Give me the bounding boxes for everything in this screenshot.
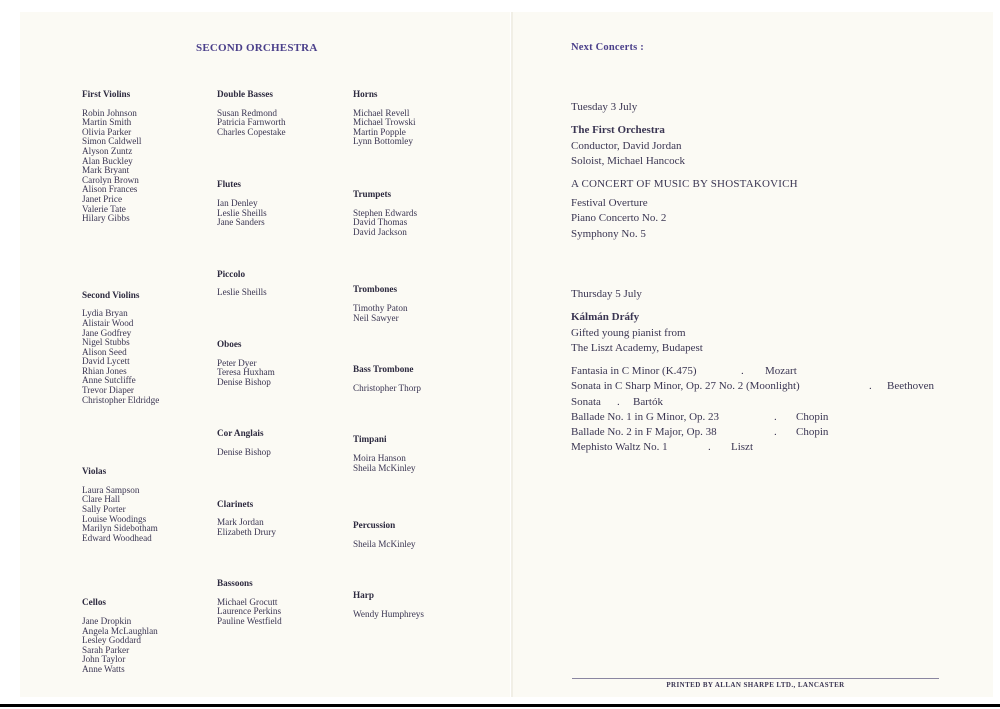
section-heading: Horns <box>353 89 378 99</box>
program-dot: . <box>869 380 872 393</box>
member-name: Angela McLaughlan <box>82 625 158 636</box>
member-name: Sheila McKinley <box>353 462 416 473</box>
program-row <box>571 364 951 379</box>
member-name: Simon Caldwell <box>82 136 142 147</box>
member-name: David Jackson <box>353 226 407 237</box>
member-name: Denise Bishop <box>217 446 271 457</box>
concert-date: Tuesday 3 July <box>571 101 638 113</box>
member-name: Teresa Huxham <box>217 367 275 378</box>
program-item: Piano Concerto No. 2 <box>571 212 667 225</box>
program-work: Sonata <box>571 395 601 408</box>
program-item: Symphony No. 5 <box>571 227 646 240</box>
member-name: Leslie Sheills <box>217 287 267 298</box>
member-name: Ian Denley <box>217 197 258 208</box>
section-heading: First Violins <box>82 89 131 99</box>
member-name: John Taylor <box>82 654 126 665</box>
section <box>217 90 286 137</box>
section <box>217 180 286 227</box>
program-composer: Chopin <box>796 426 829 439</box>
member-name: Lydia Bryan <box>82 308 128 319</box>
program-row <box>571 425 951 440</box>
section-heading: Timpani <box>353 434 387 445</box>
member-name: Lesley Goddard <box>82 635 141 646</box>
member-name: Pauline Westfield <box>217 616 282 627</box>
program-work: Ballade No. 2 in F Major, Op. 38 <box>571 426 717 439</box>
member-name: Alyson Zuntz <box>82 145 133 156</box>
member-name: Alison Frances <box>82 184 138 195</box>
concert-date: Thursday 5 July <box>571 288 642 300</box>
member-name: Robin Johnson <box>82 107 137 118</box>
printer-credit: PRINTED BY ALLAN SHARPE LTD., LANCASTER <box>666 681 845 689</box>
member-name: Denise Bishop <box>217 376 271 387</box>
member-name: Mark Bryant <box>82 165 130 176</box>
member-name: Michael Revell <box>353 107 410 118</box>
member-name: Sheila McKinley <box>353 538 416 549</box>
section <box>217 500 286 538</box>
concert-description: Gifted young pianist from <box>571 326 686 339</box>
member-name: Peter Dyer <box>217 357 257 368</box>
member-name: Laurence Perkins <box>217 606 282 617</box>
member-name: Christopher Eldridge <box>82 394 160 405</box>
section-heading: Second Violins <box>82 289 140 300</box>
member-name: Martin Smith <box>82 117 132 128</box>
member-name: Carolyn Brown <box>82 174 139 185</box>
member-name: Lynn Bottomley <box>353 136 413 147</box>
section <box>353 435 424 473</box>
section-heading: Flutes <box>217 179 241 190</box>
program-row <box>571 395 951 410</box>
program-work: Ballade No. 1 in G Minor, Op. 23 <box>571 410 720 423</box>
program-dot: . <box>741 365 744 377</box>
member-name: Timothy Paton <box>353 302 408 313</box>
member-name: Janet Price <box>82 193 123 204</box>
concert-soloist: Soloist, Michael Hancock <box>571 154 685 167</box>
concert-2-header <box>571 287 703 356</box>
program-composer: Beethoven <box>887 380 935 393</box>
concert-1-program <box>571 196 666 242</box>
member-name: Neil Sawyer <box>353 312 399 323</box>
member-name: Stephen Edwards <box>353 207 418 218</box>
program-composer: Mozart <box>765 365 797 377</box>
member-name: Moira Hanson <box>353 452 406 463</box>
member-name: Mark Jordan <box>217 517 264 528</box>
section <box>82 291 159 406</box>
section <box>82 90 159 224</box>
member-name: Laura Sampson <box>82 484 140 495</box>
member-name: Elizabeth Drury <box>217 526 276 537</box>
section-heading: Harp <box>353 590 374 601</box>
member-name: Martin Popple <box>353 126 406 137</box>
member-name: David Thomas <box>353 217 408 228</box>
member-name: Rhian Jones <box>82 365 127 376</box>
program-dot: . <box>708 441 711 454</box>
column-3 <box>353 90 424 653</box>
section-heading: Oboes <box>217 338 242 349</box>
member-name: Trevor Diaper <box>82 385 134 396</box>
member-name: Leslie Sheills <box>217 207 267 218</box>
program-item: Festival Overture <box>571 197 648 209</box>
section-heading: Piccolo <box>217 268 246 279</box>
section <box>353 591 424 619</box>
member-name: Michael Trowski <box>353 117 416 128</box>
member-name: Christopher Thorp <box>353 382 421 393</box>
section <box>353 521 424 549</box>
section-heading: Clarinets <box>217 498 254 509</box>
concert-2-program <box>571 364 951 456</box>
member-name: Alistair Wood <box>82 317 134 328</box>
section <box>217 270 286 298</box>
program-dot: . <box>774 410 777 423</box>
member-name: Jane Dropkin <box>82 616 132 626</box>
section <box>217 429 286 457</box>
page-fold <box>511 12 513 697</box>
concert-performer: Kálmán Dráfy <box>571 311 640 324</box>
program-composer: Liszt <box>731 441 753 454</box>
section <box>82 598 159 674</box>
concert-1-header <box>571 100 685 169</box>
member-name: Valerie Tate <box>82 203 126 214</box>
member-name: Alison Seed <box>82 346 127 357</box>
section-heading: Trombones <box>353 284 398 295</box>
member-name: Alan Buckley <box>82 155 133 166</box>
column-1 <box>82 90 159 709</box>
member-name: Jane Sanders <box>217 217 265 228</box>
concert-orchestra: The First Orchestra <box>571 124 665 137</box>
member-name: Clare Hall <box>82 494 121 505</box>
section <box>353 365 424 393</box>
member-name: Sarah Parker <box>82 644 130 655</box>
member-name: Sally Porter <box>82 504 126 515</box>
member-name: Nigel Stubbs <box>82 337 130 348</box>
footer-divider <box>572 678 939 679</box>
section <box>82 467 159 543</box>
orchestra-title: SECOND ORCHESTRA <box>196 42 318 54</box>
section-heading: Bass Trombone <box>353 364 414 375</box>
program-dot: . <box>774 426 777 439</box>
section <box>217 579 286 626</box>
program-row <box>571 440 951 455</box>
member-name: Anne Sutcliffe <box>82 375 136 386</box>
program-row <box>571 410 951 425</box>
program-work: Sonata in C Sharp Minor, Op. 27 No. 2 (Moonlight) <box>571 380 800 393</box>
concert-description: The Liszt Academy, Budapest <box>571 341 703 354</box>
column-2 <box>217 90 286 661</box>
section-heading: Double Basses <box>217 89 273 99</box>
member-name: Louise Woodings <box>82 513 147 524</box>
program-work: Fantasia in C Minor (K.475) <box>571 365 697 377</box>
member-name: Michael Grocutt <box>217 596 278 607</box>
program-composer: Chopin <box>796 410 829 423</box>
section-heading: Trumpets <box>353 188 392 199</box>
section <box>353 285 424 323</box>
member-name: Anne Watts <box>82 663 125 674</box>
section <box>217 340 286 387</box>
section-heading: Cellos <box>82 597 106 608</box>
member-name: Charles Copestake <box>217 126 286 137</box>
section <box>353 90 424 147</box>
program-composer: Bartók <box>633 395 663 408</box>
member-name: Patricia Farnworth <box>217 117 286 128</box>
member-name: Susan Redmond <box>217 107 277 118</box>
member-name: David Lycett <box>82 356 130 367</box>
program-work: Mephisto Waltz No. 1 <box>571 441 668 454</box>
section-heading: Bassoons <box>217 578 253 589</box>
member-name: Olivia Parker <box>82 126 132 137</box>
section-heading: Cor Anglais <box>217 428 264 439</box>
section <box>353 190 424 237</box>
concert-1-title: A CONCERT OF MUSIC BY SHOSTAKOVICH <box>571 178 798 190</box>
member-name: Edward Woodhead <box>82 532 152 543</box>
program-row <box>571 379 951 394</box>
program-dot: . <box>617 395 620 408</box>
next-concerts-heading: Next Concerts : <box>571 42 644 53</box>
section-heading: Percussion <box>353 520 396 531</box>
member-name: Marilyn Sidebotham <box>82 523 158 534</box>
section-heading: Violas <box>82 466 107 477</box>
member-name: Hilary Gibbs <box>82 213 130 224</box>
member-name: Wendy Humphreys <box>353 608 424 619</box>
member-name: Jane Godfrey <box>82 327 132 338</box>
concert-conductor: Conductor, David Jordan <box>571 139 682 152</box>
